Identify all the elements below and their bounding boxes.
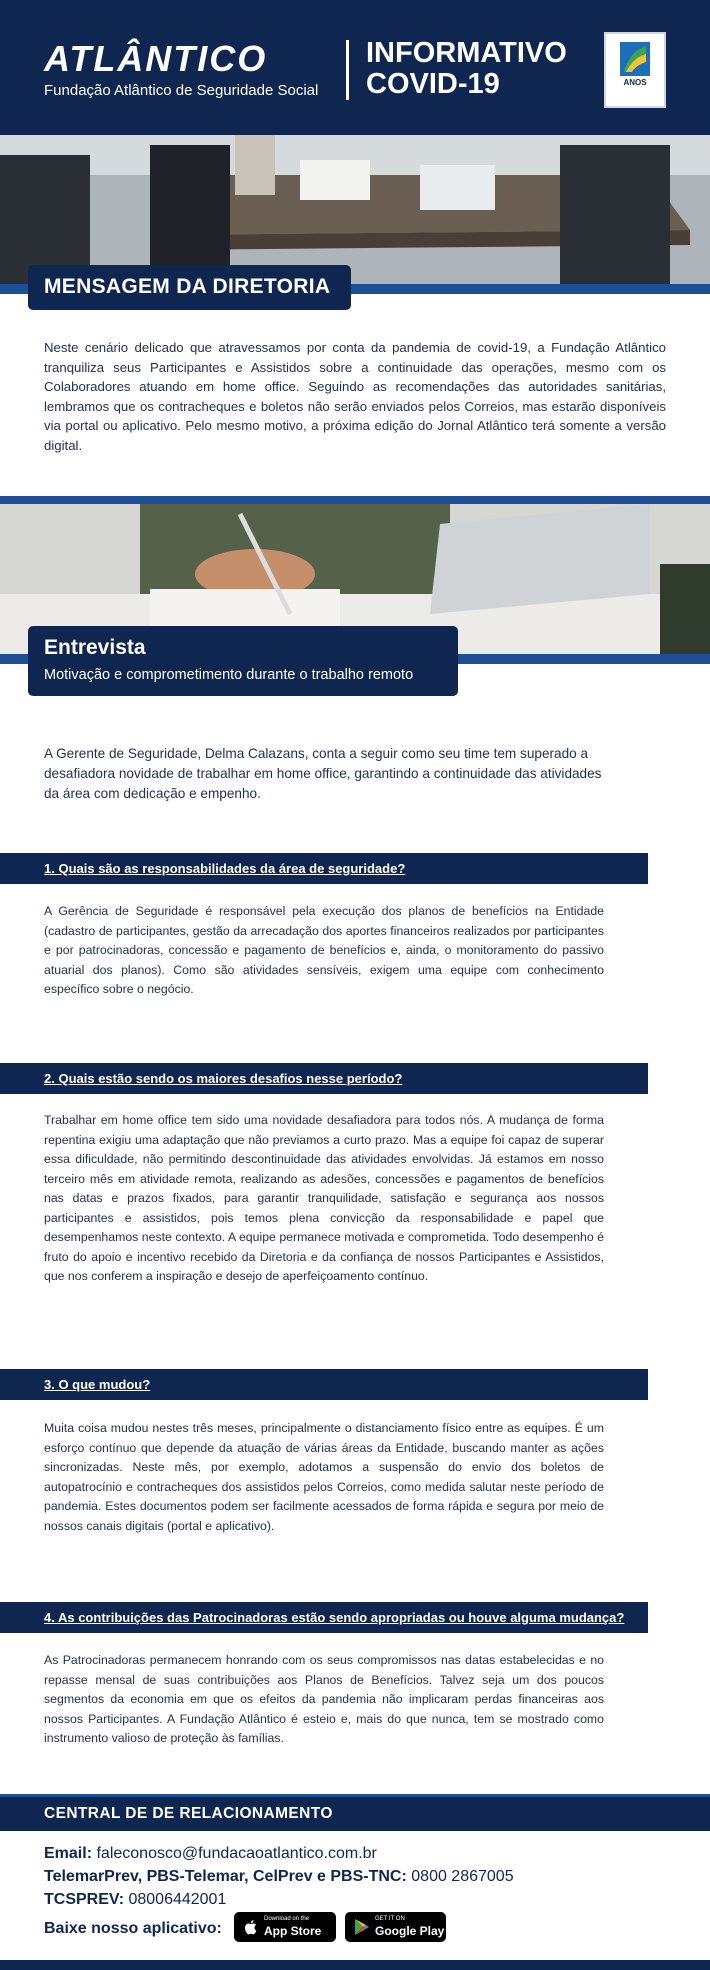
brand-logo: ATLÂNTICO [44,38,268,79]
brand-subtitle: Fundação Atlântico de Seguridade Social [44,82,319,99]
office-photo-illustration [0,135,710,285]
googleplay-big-text: Google Play [375,1924,445,1938]
anniversary-seal-icon [604,32,666,108]
google-play-icon [353,1918,371,1936]
question-text: 3. O que mudou? [44,1377,151,1392]
section-subtitle: Motivação e comprometimento durante o trabalho remoto [44,667,414,683]
footer-bottom-bar [0,1960,710,1970]
question-bar [0,1063,648,1094]
email-link[interactable]: faleconosco@fundacaoatlantico.com.br [96,1845,377,1862]
interview-intro: A Gerente de Seguridade, Delma Calazans, conta a seguir como seu time tem superado a desafiadora novidade de trabalhar em home office, garantindo a continuidade das atividades da área com dedicação e empenho. [44,746,602,801]
header-divider [346,40,349,100]
hero-top-stripe [0,496,710,504]
phone2-number[interactable]: 08006442001 [128,1891,227,1908]
question-bar [0,853,648,884]
apple-icon [242,1918,260,1936]
phone2-label: TCSPREV: [44,1891,125,1908]
answer-text: Trabalhar em home office tem sido uma novidade desafiadora para todos nós. A mudança de forma repentina exigiu uma adaptação que não previamos a curto prazo. Mas a equipe foi capaz de superar essa dificuldade, não permitindo descontinuidade das atividades envolvidas. Já estamos em nosso terceiro mês em atividade remota, realizando as adesões, concessões e pagamentos de benefícios nas datas e prazos fixados, para garantir tranquilidade, satisfação e segurança aos nossos participantes e assistidos, pois temos plena convicção da responsabilidade e papel que desempenhamos neste contexto. A equipe permanece motivada e comprometida. Todo desempenho é fruto do apoio e incentivo recebido da Diretoria e da confiança de nossos Participantes e Assistidos, que nos conferem a inspiração e desejo de aperfeiçoamento contínuo. [44,1113,604,1283]
question-text: 2. Quais estão sendo os maiores desafios nesse período? [44,1071,403,1086]
section-title: Entrevista [44,636,146,659]
newsletter-title: INFORMATIVO COVID-19 [366,37,567,100]
seal-label: ANOS [623,78,647,87]
director-message-paragraph: Neste cenário delicado que atravessamos por conta da pandemia de covid-19, a Fundação Atlântico tranquiliza seus Participantes e Assistidos sobre a continuidade das operações, mesmo com os Colaboradores atuando em home office. Seguindo as recomendações das autoridades sanitárias, lembramos que os contracheques e boletos não serão enviados pelos Correios, mas estarão disponíveis via portal ou aplicativo. Pelo mesmo motivo, a próxima edição do Jornal Atlântico terá somente a versão digital. [44,340,666,453]
question-text: 4. As contribuições das Patrocinadoras estão sendo apropriadas ou houve alguma mudança? [44,1610,625,1625]
phone-contact-1 [44,1868,514,1886]
question-text: 1. Quais são as responsabilidades da área de seguridade? [44,861,406,876]
phone1-label: TelemarPrev, PBS-Telemar, CelPrev e PBS-TNC: [44,1868,407,1885]
phone-contact-2 [44,1891,226,1909]
googleplay-small-text: GET IT ON [375,1916,405,1922]
section-tag-mensagem [28,265,351,310]
office-meeting-photo [0,135,710,285]
section-tag-entrevista [28,626,458,696]
apps-label: Baixe nosso aplicativo: [44,1920,222,1937]
phone1-number[interactable]: 0800 2867005 [411,1868,514,1885]
answer-text: Muita coisa mudou nestes três meses, principalmente o distanciamento físico entre as equipes. É um esforço contínuo que depende da atuação de várias áreas da Entidade, buscando manter as ações sincronizadas. Neste mês, por exemplo, adotamos a suspensão do envio dos boletos de autopatrocínio e contracheques dos assistidos pelos Correios, como medida salutar neste período de pandemia. Estes documentos podem ser facilmente acessados de forma rápida e segura por meio de nossos canais digitais (portal e aplicativo). [44,1421,604,1533]
seal-emblem-icon [620,42,650,76]
question-bar [0,1369,648,1400]
email-contact [44,1845,377,1863]
header-banner [0,0,710,135]
google-play-button[interactable] [345,1912,446,1942]
question-bar [0,1602,648,1633]
appstore-small-text: Download on the [264,1916,310,1922]
footer-title: CENTRAL DE DE RELACIONAMENTO [44,1805,333,1822]
app-store-button[interactable] [234,1912,336,1942]
email-label: Email: [44,1845,93,1862]
section-title: MENSAGEM DA DIRETORIA [44,275,331,298]
answer-text: As Patrocinadoras permanecem honrando com os seus compromissos nas datas estabelecidas e no repasse mensal de suas contribuições aos Planos de Benefícios. Talvez seja um dos poucos segmentos da economia em que os efeitos da pandemia não implicaram perdas financeiras aos nossos Participantes. A Fundação Atlântico é esteio e, mais do que nunca, tem se mostrado como instrumento valioso de proteção às famílias. [44,1653,604,1745]
appstore-big-text: App Store [264,1924,322,1938]
answer-text: A Gerência de Seguridade é responsável pela execução dos planos de benefícios na Entidade (cadastro de participantes, gestão da arrecadação dos aportes financeiros realizados por participantes e por patrocinadoras, concessão e pagamento de benefícios e, ainda, o monitoramento do passivo atuarial dos planos). Como são atividades sensíveis, exigem uma equipe com conhecimento específico sobre o negócio. [44,904,604,996]
